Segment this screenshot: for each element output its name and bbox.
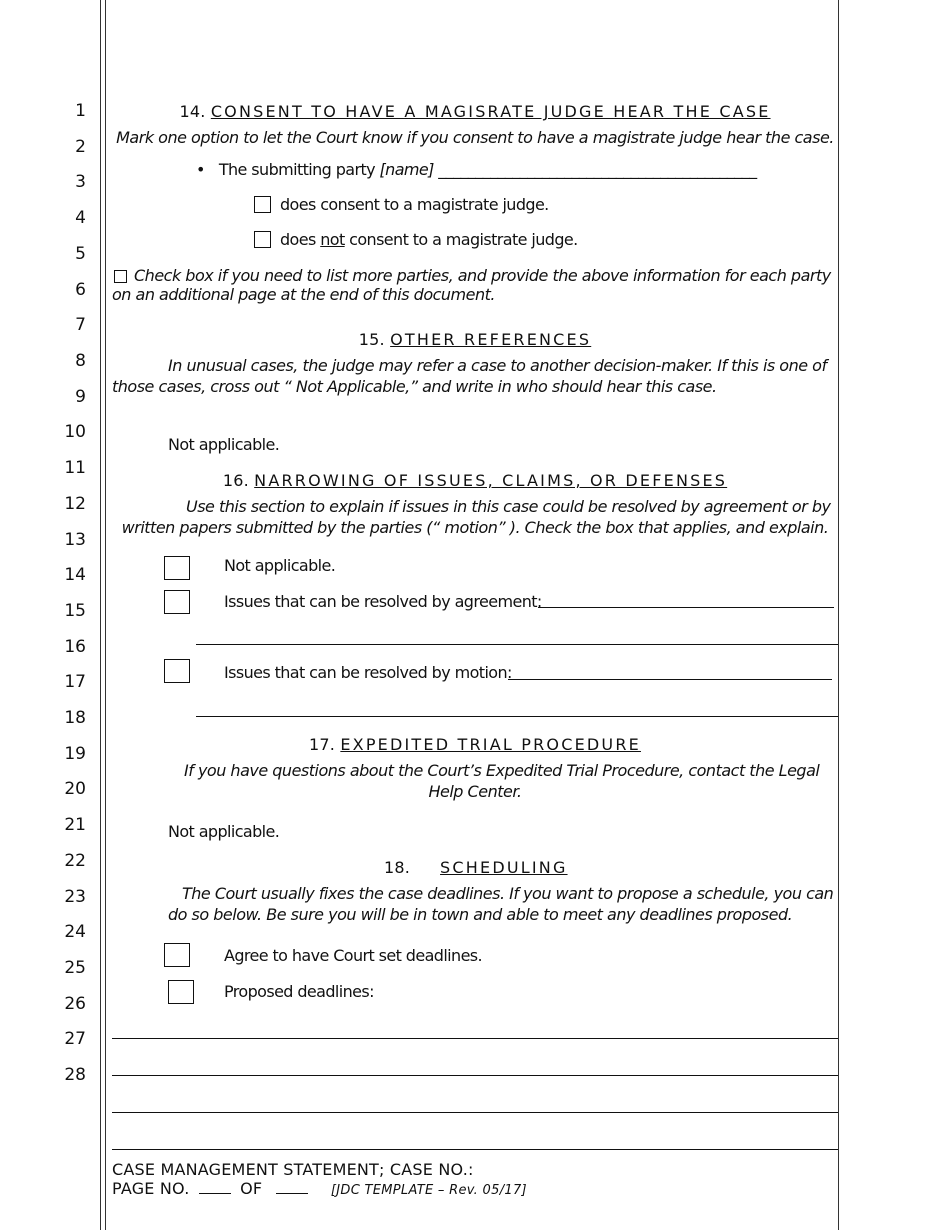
- line-number: 26: [64, 994, 86, 1014]
- section-16-text-2: written papers submitted by the parties (“ motion” ). Check the box that applies, and explain.: [121, 518, 829, 537]
- submitting-party-bullet: [196, 160, 756, 179]
- agreement-answer-line-1[interactable]: [538, 607, 834, 608]
- section-16-number: 16.: [222, 471, 249, 490]
- consent-label: does consent to a magistrate judge.: [280, 195, 549, 214]
- line-number: 6: [75, 280, 86, 300]
- line-number: 10: [64, 422, 86, 442]
- line-number: 14: [64, 565, 86, 585]
- motion-answer-line-2[interactable]: [196, 716, 838, 717]
- section-18-title: SCHEDULING: [440, 858, 568, 877]
- line-number: 27: [64, 1029, 86, 1049]
- line-number: 21: [64, 815, 86, 835]
- motion-checkbox[interactable]: [164, 659, 190, 683]
- deadline-line-4[interactable]: [112, 1149, 838, 1150]
- line-number: 2: [75, 137, 86, 157]
- footer-page-number-blank[interactable]: [199, 1179, 231, 1194]
- submitting-party-blank[interactable]: ___________________________________________: [438, 160, 757, 179]
- court-deadlines-label: Agree to have Court set deadlines.: [224, 946, 483, 965]
- line-number: 25: [64, 958, 86, 978]
- section-18-text-1: The Court usually fixes the case deadlines. If you want to propose a schedule, you can: [182, 884, 834, 903]
- deadline-line-1[interactable]: [112, 1038, 838, 1039]
- narrowing-na-label: Not applicable.: [224, 556, 336, 575]
- section-17-number: 17.: [309, 735, 336, 754]
- section-14-title: CONSENT TO HAVE A MAGISRATE JUDGE HEAR THE CASE: [210, 102, 771, 121]
- left-margin-rule-inner: [105, 0, 106, 1230]
- not-consent-checkbox[interactable]: [254, 231, 271, 248]
- line-number: 16: [64, 637, 86, 657]
- line-number: 23: [64, 887, 86, 907]
- more-parties-text-2: on an additional page at the end of this document.: [112, 285, 495, 304]
- court-deadlines-checkbox[interactable]: [164, 943, 190, 967]
- line-number: 11: [64, 458, 86, 478]
- section-15-title: OTHER REFERENCES: [390, 330, 592, 349]
- section-14-instruction: Mark one option to let the Court know if you consent to have a magistrate judge hear the case.: [116, 128, 834, 147]
- section-18-heading: [384, 858, 568, 877]
- line-number: 3: [75, 172, 86, 192]
- agreement-checkbox[interactable]: [164, 590, 190, 614]
- section-16-text-1: Use this section to explain if issues in this case could be resolved by agreement or by: [186, 497, 831, 516]
- deadline-line-3[interactable]: [112, 1112, 838, 1113]
- narrowing-na-checkbox[interactable]: [164, 556, 190, 580]
- section-15-text-1: In unusual cases, the judge may refer a case to another decision-maker. If this is one of: [168, 356, 827, 375]
- not-consent-emphasis: not: [320, 230, 345, 249]
- footer-page-label: PAGE NO.: [112, 1179, 190, 1198]
- section-16-title: NARROWING OF ISSUES, CLAIMS, OR DEFENSES: [254, 471, 728, 490]
- line-number: 7: [75, 315, 86, 335]
- line-number: 18: [64, 708, 86, 728]
- not-consent-label: [280, 230, 578, 249]
- line-number: 19: [64, 744, 86, 764]
- section-17-text-2: Help Center.: [428, 782, 522, 801]
- section-18-number: 18.: [384, 858, 411, 877]
- motion-label: Issues that can be resolved by motion:: [224, 663, 512, 682]
- section-15-text-2: those cases, cross out “ Not Applicable,” and write in who should hear this case.: [112, 377, 717, 396]
- not-consent-post: consent to a magistrate judge.: [349, 230, 578, 249]
- section-15-not-applicable: Not applicable.: [168, 435, 280, 454]
- consent-checkbox[interactable]: [254, 196, 271, 213]
- section-17-not-applicable: Not applicable.: [168, 822, 280, 841]
- agreement-answer-line-2[interactable]: [196, 644, 838, 645]
- footer-total-pages-blank[interactable]: [276, 1179, 308, 1194]
- line-number: 20: [64, 779, 86, 799]
- section-17-text-1: If you have questions about the Court’s Expedited Trial Procedure, contact the Legal: [184, 761, 820, 780]
- section-15-heading: [112, 330, 838, 349]
- section-17-title: EXPEDITED TRIAL PROCEDURE: [340, 735, 641, 754]
- not-consent-pre: does: [280, 230, 316, 249]
- section-15-number: 15.: [358, 330, 385, 349]
- section-18-text-2: do so below. Be sure you will be in town and able to meet any deadlines proposed.: [168, 905, 793, 924]
- proposed-deadlines-checkbox[interactable]: [168, 980, 194, 1004]
- footer-case-line: CASE MANAGEMENT STATEMENT; CASE NO.:: [112, 1160, 474, 1179]
- section-17-heading: [112, 735, 838, 754]
- footer-template-ref: [JDC TEMPLATE – Rev. 05/17]: [330, 1183, 527, 1198]
- line-number: 13: [64, 530, 86, 550]
- submitting-party-name-hint: [name]: [379, 160, 434, 179]
- footer-page-line: [112, 1179, 527, 1200]
- section-14-number: 14.: [179, 102, 206, 121]
- line-number: 4: [75, 208, 86, 228]
- left-margin-rule-outer: [100, 0, 101, 1230]
- proposed-deadlines-label: Proposed deadlines:: [224, 982, 374, 1001]
- submitting-party-label: The submitting party: [218, 160, 376, 179]
- line-number: 1: [75, 101, 86, 121]
- agreement-label: Issues that can be resolved by agreement:: [224, 592, 542, 611]
- line-number: 5: [75, 244, 86, 264]
- section-14-heading: [112, 102, 838, 121]
- more-parties-text-1: Check box if you need to list more parties, and provide the above information for each party: [134, 266, 831, 285]
- right-margin-rule: [838, 0, 839, 1230]
- line-number: 15: [64, 601, 86, 621]
- line-number: 24: [64, 922, 86, 942]
- footer-of-label: OF: [240, 1179, 263, 1198]
- line-number: 12: [64, 494, 86, 514]
- line-number: 9: [75, 387, 86, 407]
- line-number: 17: [64, 672, 86, 692]
- line-number: 8: [75, 351, 86, 371]
- motion-answer-line-1[interactable]: [508, 679, 832, 680]
- more-parties-checkbox[interactable]: [114, 270, 127, 283]
- line-number: 22: [64, 851, 86, 871]
- bullet-dot: •: [196, 160, 205, 179]
- deadline-line-2[interactable]: [112, 1075, 838, 1076]
- section-16-heading: [112, 471, 838, 490]
- line-number: 28: [64, 1065, 86, 1085]
